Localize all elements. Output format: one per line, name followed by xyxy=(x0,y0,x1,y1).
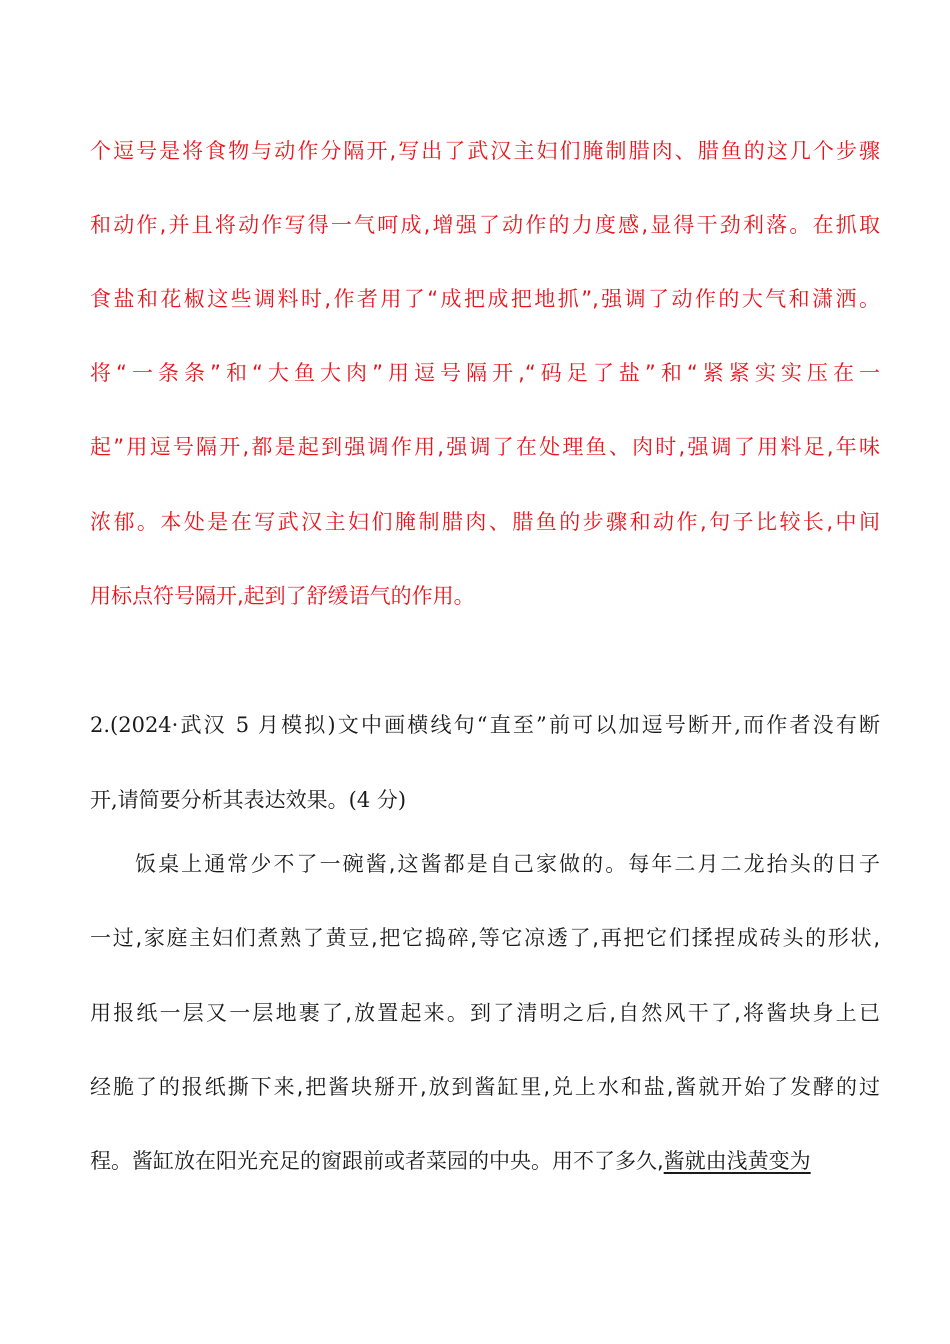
question-line-1: 2.(2024·武汉 5 月模拟)文中画横线句“直至”前可以加逗号断开,而作者没有断 xyxy=(90,713,880,737)
passage-line-5-text: 程。酱缸放在阳光充足的窗跟前或者菜园的中央。用不了多久, xyxy=(90,1149,664,1173)
answer-line-1: 个逗号是将食物与动作分隔开,写出了武汉主妇们腌制腊肉、腊鱼的这几个步骤 xyxy=(90,139,880,163)
answer-line-7: 用标点符号隔开,起到了舒缓语气的作用。 xyxy=(90,584,475,608)
passage-line-1: 饭桌上通常少不了一碗酱,这酱都是自己家做的。每年二月二龙抬头的日子 xyxy=(135,852,880,876)
question-line-2: 开,请简要分析其表达效果。(4 分) xyxy=(90,788,407,812)
answer-line-2: 和动作,并且将动作写得一气呵成,增强了动作的力度感,显得干劲利落。在抓取 xyxy=(90,213,880,237)
passage-line-3: 用报纸一层又一层地裹了,放置起来。到了清明之后,自然风干了,将酱块身上已 xyxy=(90,1001,880,1025)
answer-line-5: 起”用逗号隔开,都是起到强调作用,强调了在处理鱼、肉时,强调了用料足,年味 xyxy=(90,435,880,459)
answer-line-3: 食盐和花椒这些调料时,作者用了“成把成把地抓”,强调了动作的大气和潇洒。 xyxy=(90,287,880,311)
passage-line-5 xyxy=(90,1147,880,1175)
passage-line-4: 经脆了的报纸撕下来,把酱块掰开,放到酱缸里,兑上水和盐,酱就开始了发酵的过 xyxy=(90,1075,880,1099)
underlined-sentence: 酱就由浅黄变为 xyxy=(663,1149,811,1173)
answer-line-6: 浓郁。本处是在写武汉主妇们腌制腊肉、腊鱼的步骤和动作,句子比较长,中间 xyxy=(90,510,880,534)
answer-line-4: 将“一条条”和“大鱼大肉”用逗号隔开,“码足了盐”和“紧紧实实压在一 xyxy=(90,361,880,385)
passage-line-2: 一过,家庭主妇们煮熟了黄豆,把它捣碎,等它凉透了,再把它们揉捏成砖头的形状, xyxy=(90,926,880,950)
